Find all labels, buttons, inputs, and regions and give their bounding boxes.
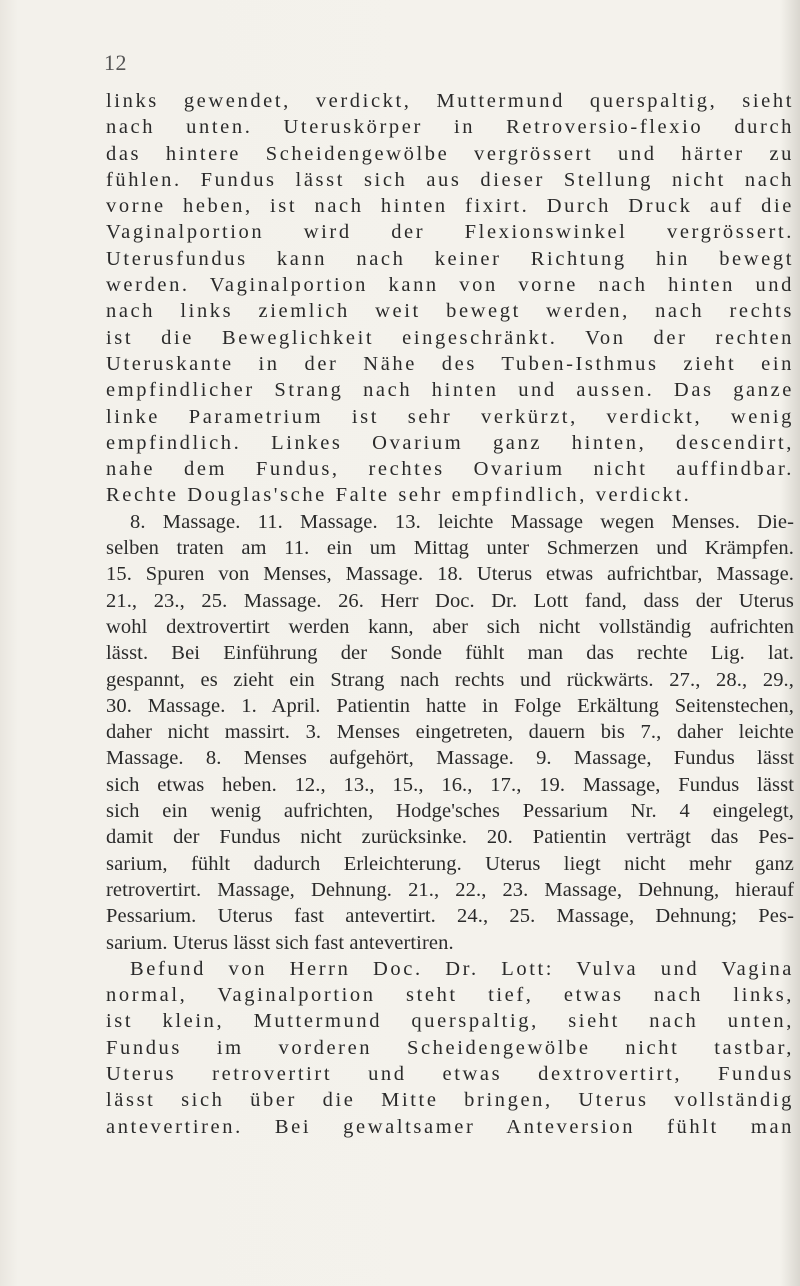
text-line: sarium. Uterus lässt sich fast antevertiren. [106, 931, 454, 954]
text-line: fühlen. Fundus lässt sich aus dieser Stellung nicht nach [106, 168, 794, 191]
text-line: sarium, fühlt dadurch Erleichterung. Uterus liegt nicht mehr ganz [106, 852, 794, 875]
text-line: 8. Massage. 11. Massage. 13. leichte Massage wegen Menses. Die- [130, 510, 794, 533]
page-text [106, 88, 794, 1140]
text-line: linke Parametrium ist sehr verkürzt, verdickt, wenig [106, 405, 794, 428]
paragraph-treatment-log [106, 509, 794, 956]
text-line: lässt. Bei Einführung der Sonde fühlt man das rechte Lig. lat. [106, 642, 794, 665]
text-line: Vaginalportion wird der Flexionswinkel vergrössert. [106, 221, 794, 244]
text-line: gespannt, es zieht ein Strang nach rechts und rückwärts. 27., 28., 29., [106, 668, 794, 691]
text-line: Uterus retrovertirt und etwas dextrovertirt, Fundus [106, 1062, 794, 1085]
text-line: Massage. 8. Menses aufgehört, Massage. 9. Massage, Fundus lässt [106, 747, 794, 770]
text-line: werden. Vaginalportion kann von vorne nach hinten und [106, 274, 794, 297]
text-line: vorne heben, ist nach hinten fixirt. Durch Druck auf die [106, 195, 794, 218]
text-line: lässt sich über die Mitte bringen, Uterus vollständig [106, 1089, 794, 1112]
text-line: Fundus im vorderen Scheidengewölbe nicht tastbar, [106, 1036, 794, 1059]
text-line: Uterusfundus kann nach keiner Richtung hin bewegt [106, 247, 794, 270]
text-line: sich ein wenig aufrichten, Hodge'sches Pessarium Nr. 4 eingelegt, [106, 800, 794, 823]
text-line: retrovertirt. Massage, Dehnung. 21., 22., 23. Massage, Dehnung, hierauf [106, 878, 794, 901]
text-line: normal, Vaginalportion steht tief, etwas nach links, [106, 984, 794, 1007]
text-line: das hintere Scheidengewölbe vergrössert und härter zu [106, 142, 794, 165]
text-line: Rechte Douglas'sche Falte sehr empfindlich, verdickt. [106, 484, 692, 507]
paragraph-lott-findings [106, 956, 794, 1140]
text-line: damit der Fundus nicht zurücksinke. 20. Patientin verträgt das Pes- [106, 826, 794, 849]
text-line: sich etwas heben. 12., 13., 15., 16., 17., 19. Massage, Fundus lässt [106, 773, 794, 796]
text-line: empfindlicher Strang nach hinten und aussen. Das ganze [106, 379, 794, 402]
text-line: daher nicht massirt. 3. Menses eingetreten, dauern bis 7., daher leichte [106, 721, 794, 744]
paragraph-findings [106, 88, 794, 509]
page-number: 12 [104, 50, 127, 75]
text-line: ist die Beweglichkeit eingeschränkt. Von der rechten [106, 326, 794, 349]
text-line: ist klein, Muttermund querspaltig, sieht nach unten, [106, 1010, 794, 1033]
text-line: wohl dextrovertirt werden kann, aber sich nicht vollständig aufrichten [106, 615, 794, 638]
text-line: nach links ziemlich weit bewegt werden, nach rechts [106, 300, 794, 323]
text-line: Uteruskante in der Nähe des Tuben-Isthmus zieht ein [106, 352, 794, 375]
text-line: Pessarium. Uterus fast antevertirt. 24., 25. Massage, Dehnung; Pes- [106, 905, 794, 928]
text-line: 15. Spuren von Menses, Massage. 18. Uterus etwas aufrichtbar, Massage. [106, 563, 794, 586]
text-line: nach unten. Uteruskörper in Retroversio-flexio durch [106, 116, 794, 139]
text-line: selben traten am 11. ein um Mittag unter Schmerzen und Krämpfen. [106, 537, 794, 560]
text-line: 21., 23., 25. Massage. 26. Herr Doc. Dr. Lott fand, dass der Uterus [106, 589, 794, 612]
text-line: links gewendet, verdickt, Muttermund querspaltig, sieht [106, 90, 794, 112]
text-line: Befund von Herrn Doc. Dr. Lott: Vulva und Vagina [130, 957, 794, 980]
text-line: antevertiren. Bei gewaltsamer Anteversion fühlt man [106, 1115, 794, 1138]
text-line: nahe dem Fundus, rechtes Ovarium nicht auffindbar. [106, 458, 794, 481]
text-line: empfindlich. Linkes Ovarium ganz hinten, descendirt, [106, 431, 794, 454]
text-line: 30. Massage. 1. April. Patientin hatte in Folge Erkältung Seitenstechen, [106, 694, 794, 717]
